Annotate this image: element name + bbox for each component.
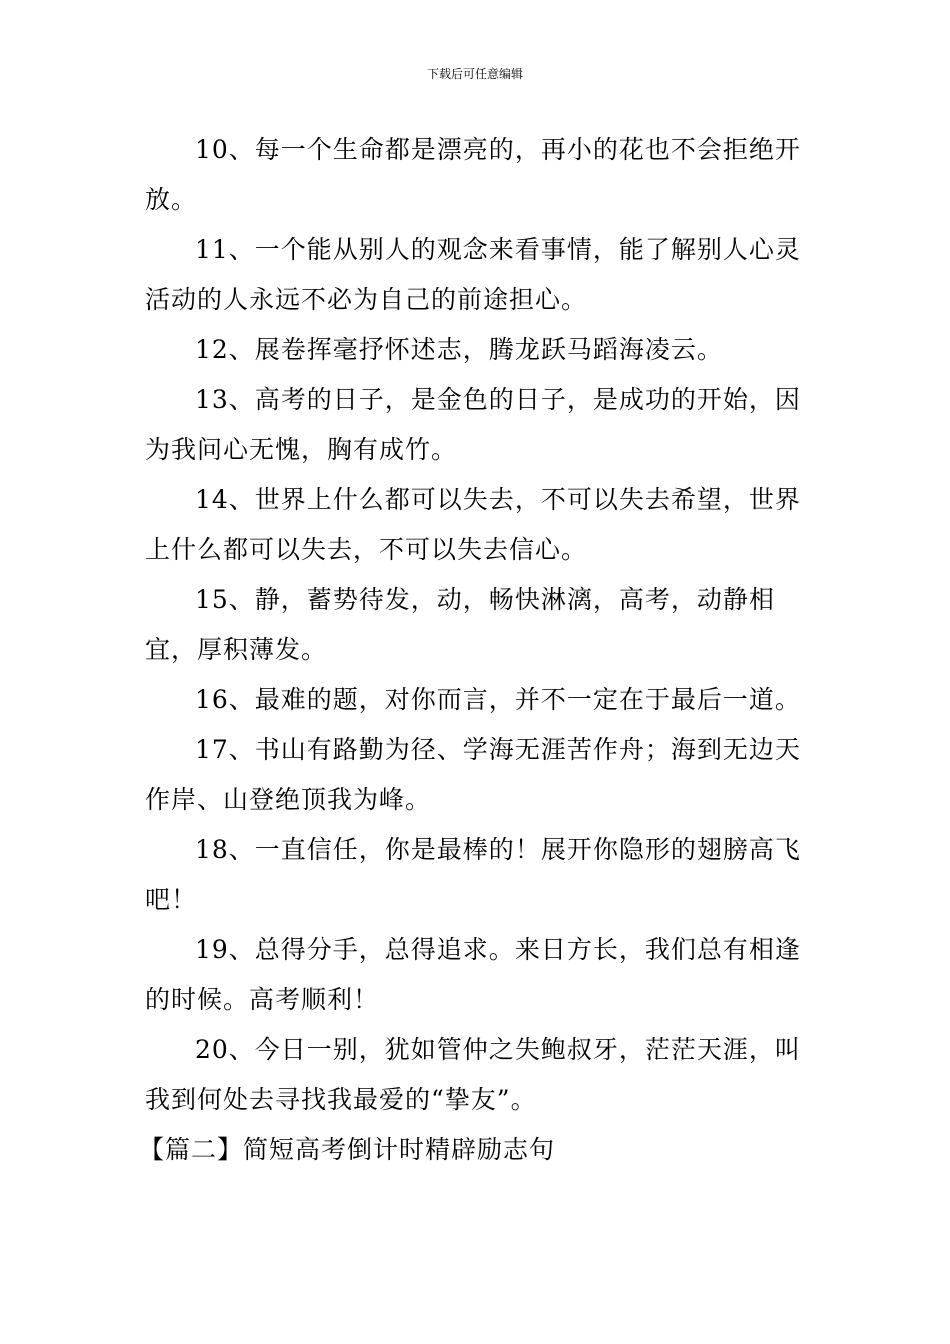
- quote-paragraph-10: 10、每一个生命都是漂亮的，再小的花也不会拒绝开放。: [145, 135, 801, 214]
- quote-paragraph-20: 20、今日一别，犹如管仲之失鲍叔牙，茫茫天涯，叫我到何处去寻找我最爱的“挚友”。: [145, 1035, 801, 1114]
- document-body: [139, 125, 825, 1175]
- quote-paragraph-16: 16、最难的题，对你而言，并不一定在于最后一道。: [195, 685, 801, 714]
- quote-paragraph-11: 11、一个能从别人的观念来看事情，能了解别人心灵活动的人永远不必为自己的前途担心。: [145, 235, 801, 314]
- page-header: 下载后可任意编辑: [426, 67, 523, 81]
- quote-paragraph-14: 14、世界上什么都可以失去，不可以失去希望，世界上什么都可以失去，不可以失去信心。: [145, 485, 801, 564]
- quote-paragraph-19: 19、总得分手，总得追求。来日方长，我们总有相逢的时候。高考顺利！: [145, 935, 801, 1014]
- quote-paragraph-17: 17、书山有路勤为径、学海无涯苦作舟；海到无边天作岸、山登绝顶我为峰。: [145, 735, 801, 814]
- quote-paragraph-13: 13、高考的日子，是金色的日子，是成功的开始，因为我问心无愧，胸有成竹。: [145, 385, 801, 464]
- quote-paragraph-18: 18、一直信任，你是最棒的！展开你隐形的翅膀高飞吧！: [145, 835, 801, 914]
- quote-paragraph-15: 15、静，蓄势待发，动，畅快淋漓，高考，动静相宜，厚积薄发。: [145, 585, 775, 664]
- section-heading: 【篇二】简短高考倒计时精辟励志句: [139, 1135, 556, 1164]
- quote-paragraph-12: 12、展卷挥毫抒怀述志，腾龙跃马蹈海凌云。: [195, 335, 723, 364]
